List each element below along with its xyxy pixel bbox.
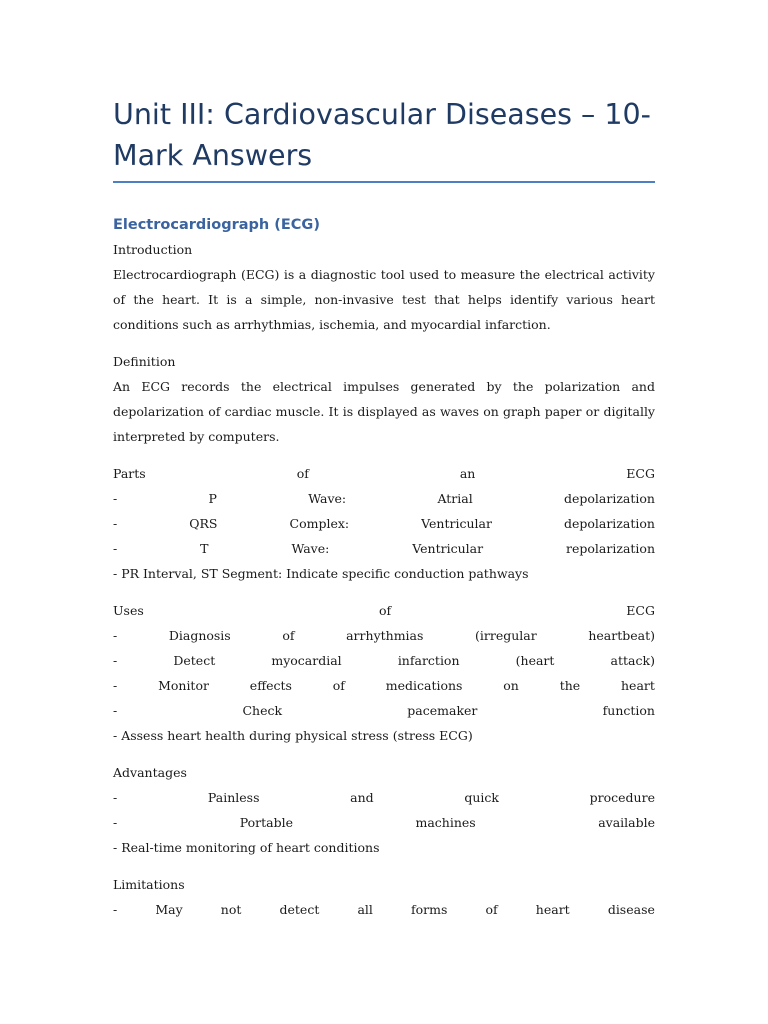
list-item — [113, 623, 655, 648]
advantages-block — [113, 760, 655, 860]
word: repolarization — [566, 541, 655, 556]
word: Uses — [113, 603, 144, 618]
word: procedure — [589, 790, 655, 805]
parts-block — [113, 461, 655, 586]
word: depolarization — [563, 516, 655, 531]
word: of — [282, 628, 295, 643]
word: P — [208, 491, 217, 506]
word: the — [559, 678, 581, 693]
word: Ventricular — [421, 516, 492, 531]
word: - — [113, 678, 118, 693]
word: machines — [415, 815, 476, 830]
definition-text: An ECG records the electrical impulses generated by the polarization and depolarization of cardiac muscle. It is displayed as waves on graph paper or digitally interpreted by computers. — [113, 379, 655, 444]
word: available — [598, 815, 655, 830]
word: depolarization — [564, 491, 655, 506]
word: Check — [242, 703, 283, 718]
word: Diagnosis — [168, 628, 231, 643]
word: Ventricular — [412, 541, 484, 556]
word: T — [200, 541, 209, 556]
word: - — [113, 790, 118, 805]
word: heart — [621, 678, 655, 693]
word: ECG — [626, 466, 655, 481]
uses-block — [113, 598, 655, 748]
advantages-heading: Advantages — [113, 765, 187, 780]
word: - — [113, 815, 118, 830]
word: May — [155, 902, 183, 917]
word: Complex: — [289, 516, 350, 531]
parts-heading — [113, 461, 655, 486]
list-item — [113, 486, 655, 511]
list-item — [113, 536, 655, 561]
list-item: - Real-time monitoring of heart conditions — [113, 840, 380, 855]
uses-heading — [113, 598, 655, 623]
list-item — [113, 810, 655, 835]
word: infarction — [397, 653, 460, 668]
word: - — [113, 491, 118, 506]
word: Parts — [113, 466, 146, 481]
introduction-block — [113, 237, 655, 337]
word: an — [459, 466, 476, 481]
list-item: - Assess heart health during physical stress (stress ECG) — [113, 728, 473, 743]
word: attack) — [610, 653, 655, 668]
word: medications — [385, 678, 463, 693]
word: - — [113, 653, 118, 668]
word: - — [113, 902, 118, 917]
word: (heart — [515, 653, 555, 668]
limitations-heading: Limitations — [113, 877, 185, 892]
word: forms — [411, 902, 448, 917]
word: Atrial — [437, 491, 473, 506]
list-item — [113, 785, 655, 810]
list-item: - PR Interval, ST Segment: Indicate specific conduction pathways — [113, 566, 529, 581]
word: pacemaker — [407, 703, 478, 718]
word: Monitor — [158, 678, 209, 693]
word: - — [113, 628, 118, 643]
word: - — [113, 516, 118, 531]
section-heading-ecg: Electrocardiograph (ECG) — [113, 217, 320, 233]
word: ECG — [626, 603, 655, 618]
page-title: Unit III: Cardiovascular Diseases – 10-Mark Answers — [113, 98, 651, 172]
limitations-block — [113, 872, 655, 922]
introduction-label: Introduction — [113, 242, 193, 257]
word: of — [485, 902, 498, 917]
definition-block — [113, 349, 655, 449]
word: myocardial — [271, 653, 342, 668]
word: Portable — [239, 815, 293, 830]
document-page — [113, 0, 655, 922]
word: detect — [279, 902, 320, 917]
word: - — [113, 703, 118, 718]
word: and — [350, 790, 374, 805]
list-item — [113, 648, 655, 673]
word: heartbeat) — [588, 628, 655, 643]
word: quick — [464, 790, 499, 805]
list-item — [113, 897, 655, 922]
word: Wave: — [308, 491, 347, 506]
word: of — [378, 603, 392, 618]
word: arrhythmias — [346, 628, 424, 643]
list-item — [113, 673, 655, 698]
word: Painless — [207, 790, 260, 805]
word: on — [503, 678, 519, 693]
word: (irregular — [475, 628, 537, 643]
word: heart — [535, 902, 570, 917]
title-underline — [113, 181, 655, 183]
introduction-text: Electrocardiograph (ECG) is a diagnostic tool used to measure the electrical activity of the heart. It is a simple, non-invasive test that helps identify various heart conditions such as arrhythmias, ischemia, and myocardial infarction. — [113, 267, 655, 332]
word: of — [296, 466, 309, 481]
word: all — [357, 902, 373, 917]
list-item — [113, 511, 655, 536]
list-item — [113, 698, 655, 723]
word: not — [220, 902, 242, 917]
word: disease — [607, 902, 655, 917]
word: Wave: — [291, 541, 330, 556]
word: - — [113, 541, 118, 556]
word: of — [332, 678, 345, 693]
word: Detect — [173, 653, 216, 668]
definition-label: Definition — [113, 354, 176, 369]
word: QRS — [189, 516, 218, 531]
word: function — [602, 703, 655, 718]
word: effects — [249, 678, 292, 693]
